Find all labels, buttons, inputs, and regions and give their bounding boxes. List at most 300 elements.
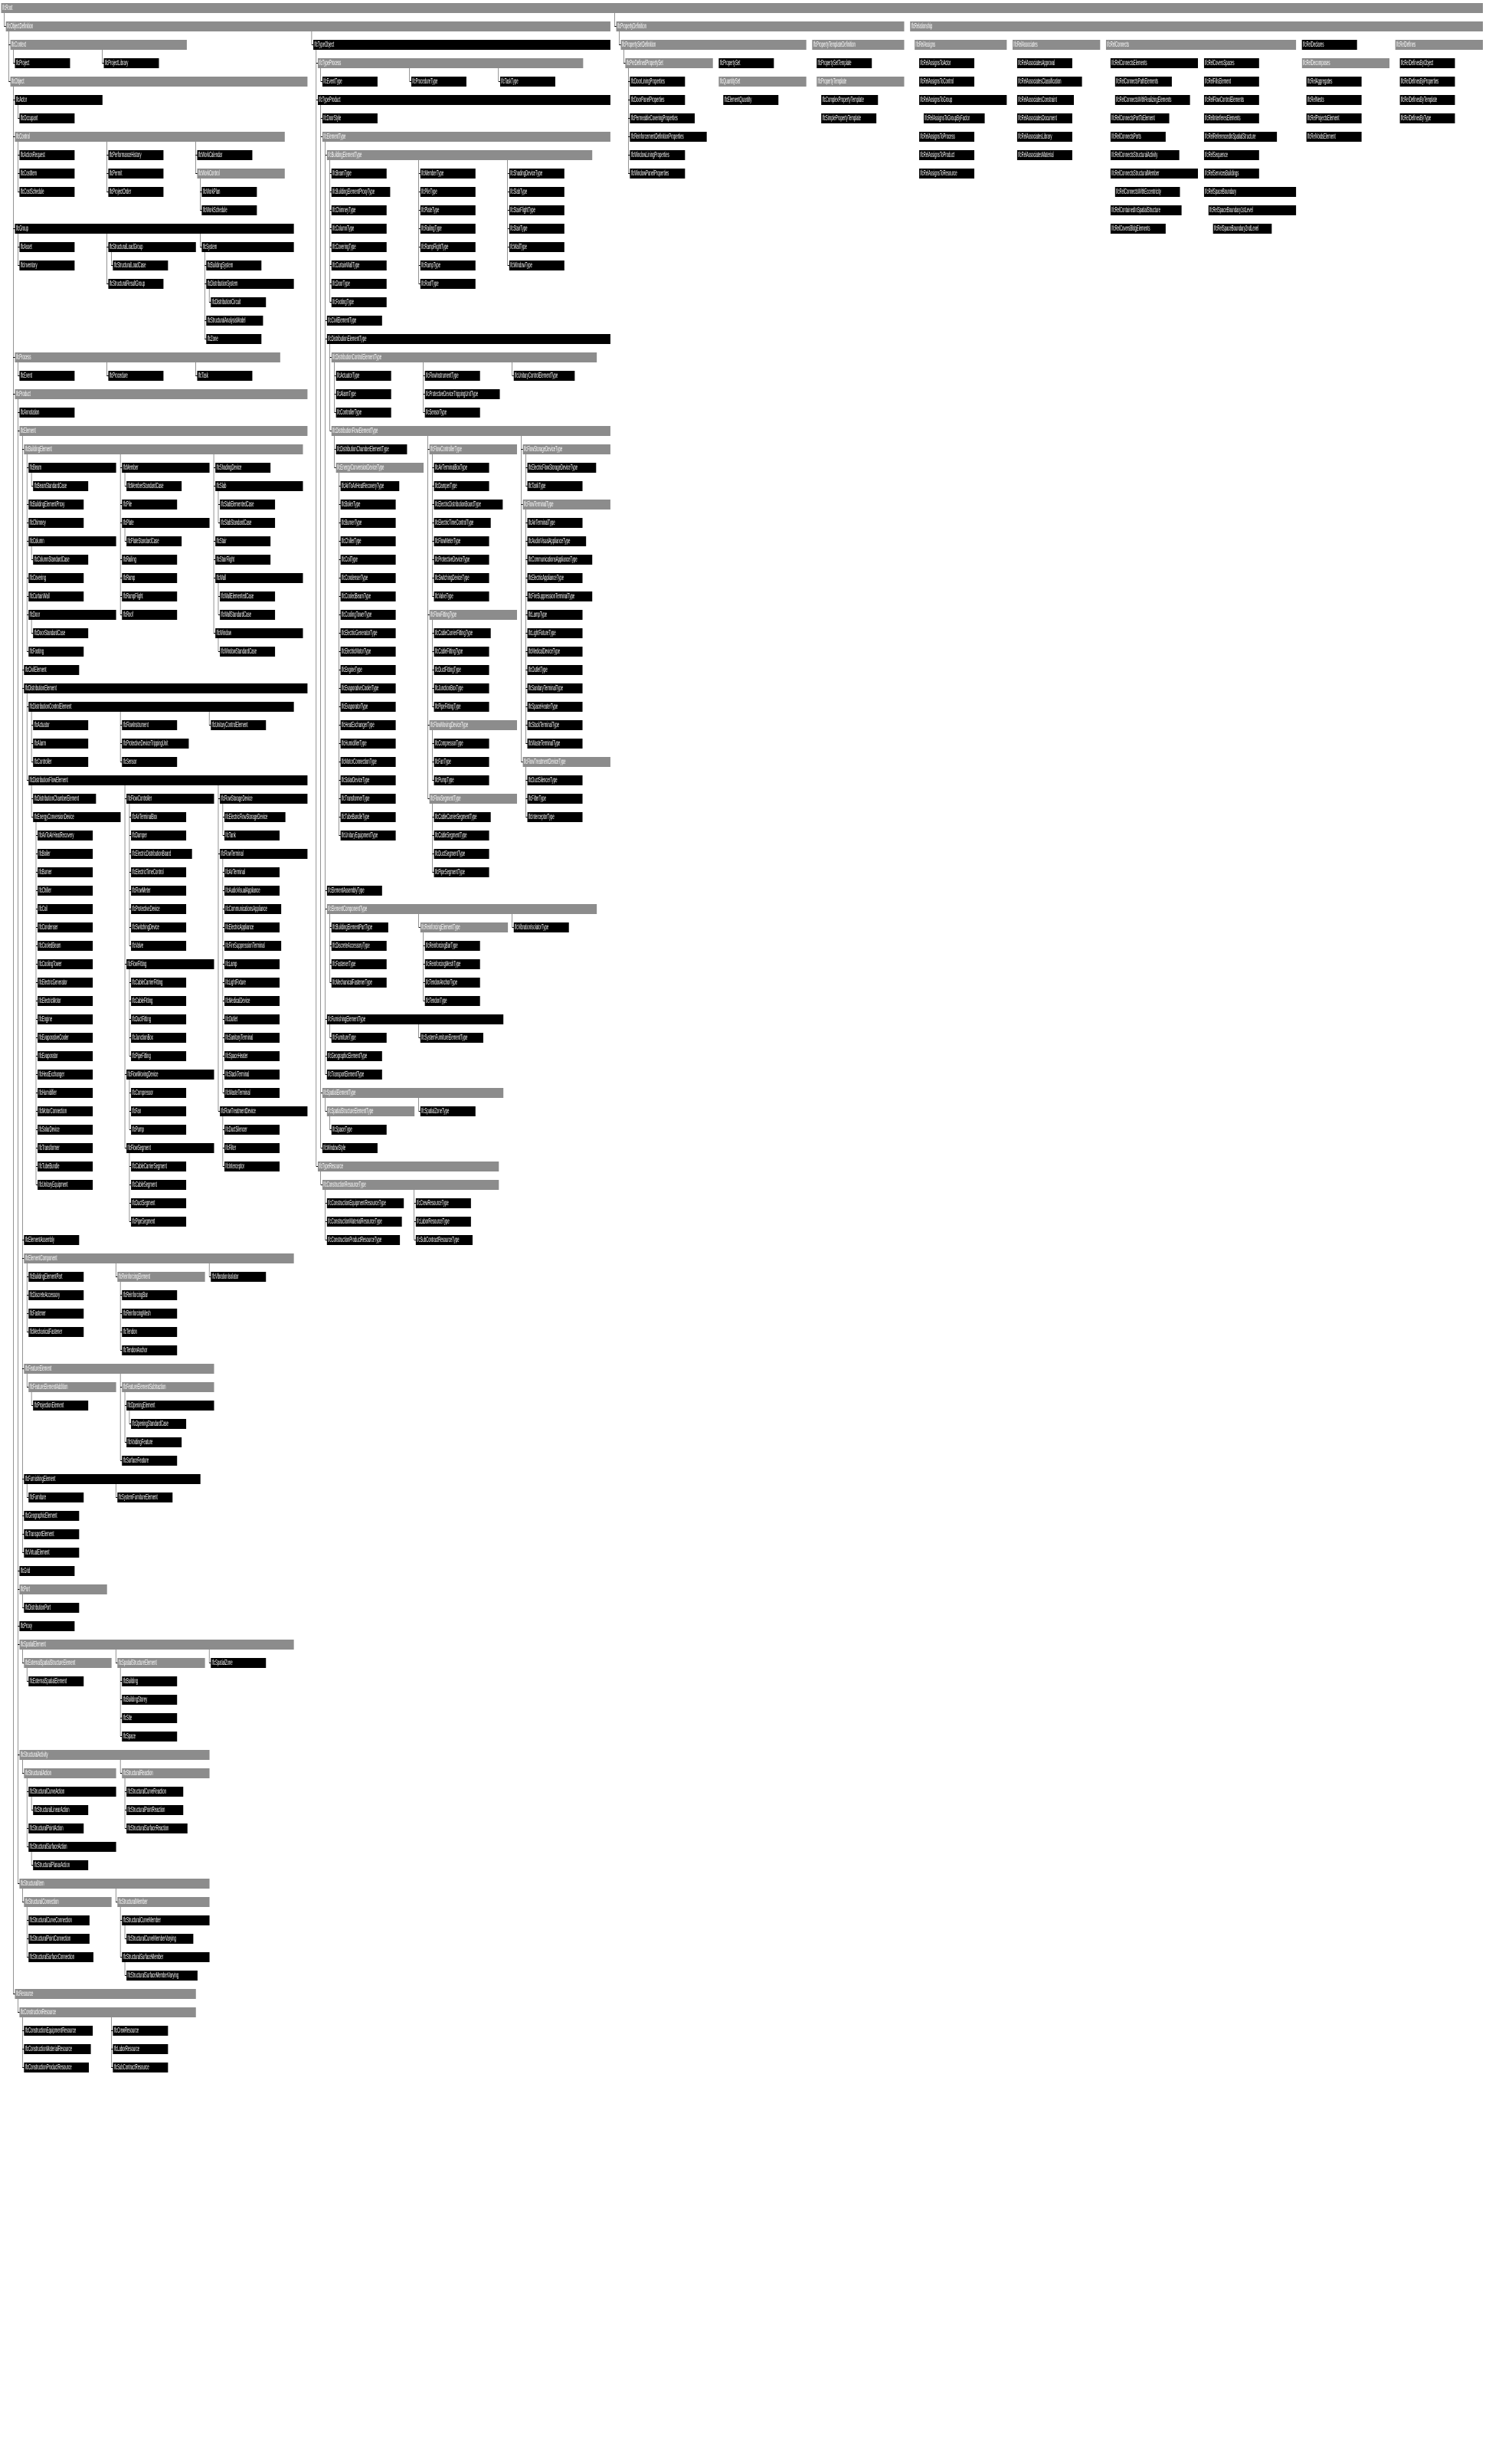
entity-rel-connects-structural-member: IfcRelConnectsStructuralMember [1111, 169, 1198, 179]
entity-junction-box: IfcJunctionBox [131, 1033, 186, 1043]
entity-roof-type: IfcRoofType [421, 279, 476, 289]
entity-tendon-anchor: IfcTendonAnchor [122, 1345, 177, 1355]
entity-structural-load-case: IfcStructuralLoadCase [113, 260, 168, 270]
entity-rel-projects-element: IfcRelProjectsElement [1307, 113, 1362, 123]
entity-pre-defined-property-set: IfcPreDefinedPropertySet [625, 58, 712, 68]
entity-boiler: IfcBoiler [38, 849, 93, 859]
entity-context: IfcContext [11, 40, 187, 50]
entity-flow-segment: IfcFlowSegment [126, 1143, 214, 1153]
entity-covering: IfcCovering [28, 573, 83, 583]
entity-member-standard-case: IfcMemberStandardCase [126, 481, 182, 491]
entity-project-order: IfcProjectOrder [108, 187, 163, 197]
entity-property-set-template: IfcPropertySetTemplate [816, 58, 872, 68]
entity-window-lining-properties: IfcWindowLiningProperties [630, 150, 685, 160]
entity-sub-contract-resource: IfcSubContractResource [113, 2063, 168, 2072]
entity-sub-contract-resource-type: IfcSubContractResourceType [416, 1235, 473, 1245]
entity-sensor: IfcSensor [122, 757, 177, 767]
entity-reinforcing-mesh: IfcReinforcingMesh [122, 1309, 177, 1319]
entity-rel-fills-element: IfcRelFillsElement [1204, 77, 1259, 87]
entity-flow-moving-device-type: IfcFlowMovingDeviceType [430, 720, 517, 730]
entity-rel-assigns-to-resource: IfcRelAssignsToResource [919, 169, 974, 179]
entity-protective-device-type: IfcProtectiveDeviceType [434, 555, 489, 565]
entity-window-panel-properties: IfcWindowPanelProperties [630, 169, 685, 179]
entity-roof: IfcRoof [122, 610, 177, 620]
entity-project-library: IfcProjectLibrary [104, 58, 159, 68]
entity-heat-exchanger: IfcHeatExchanger [38, 1070, 93, 1080]
entity-column: IfcColumn [28, 536, 116, 546]
entity-wall: IfcWall [215, 573, 303, 583]
entity-structural-member: IfcStructuralMember [117, 1897, 209, 1907]
entity-rel-defines-by-properties: IfcRelDefinesByProperties [1400, 77, 1455, 87]
entity-rel-space-boundary: IfcRelSpaceBoundary [1204, 187, 1296, 197]
entity-beam-standard-case: IfcBeamStandardCase [33, 481, 88, 491]
entity-stack-terminal: IfcStackTerminal [224, 1070, 280, 1080]
entity-electric-appliance-type: IfcElectricApplianceType [528, 573, 583, 583]
entity-stack-terminal-type: IfcStackTerminalType [528, 720, 583, 730]
entity-evaporator: IfcEvaporator [38, 1051, 93, 1061]
entity-control: IfcControl [15, 132, 284, 142]
entity-product: IfcProduct [15, 389, 307, 399]
entity-communications-appliance: IfcCommunicationsAppliance [224, 904, 281, 914]
entity-electric-flow-storage-device-type: IfcElectricFlowStorageDeviceType [528, 463, 597, 473]
entity-rel-connects-ports: IfcRelConnectsPorts [1111, 132, 1166, 142]
entity-performance-history: IfcPerformanceHistory [108, 150, 163, 160]
entity-humidifier-type: IfcHumidifierType [341, 739, 396, 749]
entity-unitary-equipment-type: IfcUnitaryEquipmentType [341, 831, 396, 840]
entity-shading-device-type: IfcShadingDeviceType [509, 169, 565, 179]
entity-stair-flight: IfcStairFlight [215, 555, 270, 565]
entity-flow-fitting-type: IfcFlowFittingType [430, 610, 517, 620]
entity-relationship: IfcRelationship [910, 21, 1483, 31]
entity-stair: IfcStair [215, 536, 270, 546]
entity-transformer: IfcTransformer [38, 1143, 93, 1153]
entity-site: IfcSite [122, 1713, 177, 1723]
entity-construction-material-resource: IfcConstructionMaterialResource [24, 2044, 90, 2054]
entity-furniture-type: IfcFurnitureType [332, 1033, 387, 1043]
entity-property-set: IfcPropertySet [718, 58, 774, 68]
entity-rel-assigns-to-product: IfcRelAssignsToProduct [919, 150, 974, 160]
entity-reinforcing-bar: IfcReinforcingBar [122, 1290, 177, 1300]
entity-electric-distribution-board-type: IfcElectricDistributionBoardType [434, 500, 503, 510]
entity-curtain-wall: IfcCurtainWall [28, 591, 83, 601]
entity-electric-motor-type: IfcElectricMotorType [341, 647, 396, 657]
entity-motor-connection: IfcMotorConnection [38, 1106, 93, 1116]
entity-object-definition: IfcObjectDefinition [6, 21, 610, 31]
entity-light-fixture: IfcLightFixture [224, 978, 280, 988]
entity-plate-standard-case: IfcPlateStandardCase [126, 536, 182, 546]
entity-transformer-type: IfcTransformerType [341, 794, 396, 804]
entity-pile-type: IfcPileType [421, 187, 476, 197]
entity-occupant: IfcOccupant [19, 113, 74, 123]
entity-evaporative-cooler: IfcEvaporativeCooler [38, 1033, 93, 1043]
entity-pipe-segment: IfcPipeSegment [131, 1217, 186, 1227]
entity-civil-element: IfcCivilElement [24, 665, 79, 675]
entity-type-process: IfcTypeProcess [318, 58, 583, 68]
entity-heat-exchanger-type: IfcHeatExchangerType [341, 720, 396, 730]
entity-duct-silencer: IfcDuctSilencer [224, 1125, 280, 1135]
entity-feature-element-addition: IfcFeatureElementAddition [28, 1382, 116, 1392]
entity-feature-element-subtraction: IfcFeatureElementSubtraction [122, 1382, 214, 1392]
entity-structural-surface-member: IfcStructuralSurfaceMember [122, 1952, 209, 1962]
entity-opening-element: IfcOpeningElement [126, 1401, 214, 1411]
entity-construction-resource-type: IfcConstructionResourceType [322, 1180, 499, 1190]
entity-air-to-air-heat-recovery: IfcAirToAirHeatRecovery [38, 831, 93, 840]
entity-structural-activity: IfcStructuralActivity [19, 1750, 209, 1760]
entity-building-element-proxy: IfcBuildingElementProxy [28, 500, 83, 510]
entity-boiler-type: IfcBoilerType [341, 500, 396, 510]
entity-air-terminal: IfcAirTerminal [224, 867, 280, 877]
entity-unitary-equipment: IfcUnitaryEquipment [38, 1180, 93, 1190]
entity-reinforcing-mesh-type: IfcReinforcingMeshType [425, 959, 480, 969]
entity-rel-associates-document: IfcRelAssociatesDocument [1017, 113, 1072, 123]
entity-element-assembly: IfcElementAssembly [24, 1235, 79, 1245]
entity-engine-type: IfcEngineType [341, 665, 396, 675]
entity-chimney-type: IfcChimneyType [332, 205, 387, 215]
entity-construction-material-resource-type: IfcConstructionMaterialResourceType [327, 1217, 402, 1227]
entity-wall-type: IfcWallType [509, 242, 565, 252]
entity-burner-type: IfcBurnerType [341, 518, 396, 528]
entity-construction-equipment-resource-type: IfcConstructionEquipmentResourceType [327, 1198, 404, 1208]
entity-rel-assigns-to-group-by-factor: IfcRelAssignsToGroupByFactor [924, 113, 984, 123]
entity-unitary-control-element-type: IfcUnitaryControlElementType [514, 371, 574, 381]
entity-pipe-fitting: IfcPipeFitting [131, 1051, 186, 1061]
entity-quantity-set: IfcQuantitySet [718, 77, 806, 87]
entity-rel-covers-spaces: IfcRelCoversSpaces [1204, 58, 1259, 68]
entity-structural-action: IfcStructuralAction [24, 1768, 116, 1778]
entity-rel-space-boundary2nd-level: IfcRelSpaceBoundary2ndLevel [1213, 224, 1272, 234]
entity-distribution-system: IfcDistributionSystem [206, 279, 293, 289]
entity-tendon-type: IfcTendonType [425, 996, 480, 1006]
entity-cable-carrier-fitting-type: IfcCableCarrierFittingType [434, 628, 491, 638]
entity-external-spatial-element: IfcExternalSpatialElement [28, 1676, 83, 1686]
entity-window-type: IfcWindowType [509, 260, 565, 270]
entity-cost-schedule: IfcCostSchedule [19, 187, 74, 197]
entity-tendon-anchor-type: IfcTendonAnchorType [425, 978, 480, 988]
entity-rel-flow-control-elements: IfcRelFlowControlElements [1204, 95, 1259, 105]
entity-construction-product-resource-type: IfcConstructionProductResourceType [327, 1235, 400, 1245]
entity-curtain-wall-type: IfcCurtainWallType [332, 260, 387, 270]
entity-tank-type: IfcTankType [528, 481, 583, 491]
entity-property-set-definition: IfcPropertySetDefinition [620, 40, 806, 50]
entity-protective-device: IfcProtectiveDevice [131, 904, 186, 914]
entity-fastener: IfcFastener [28, 1309, 83, 1319]
entity-vibration-isolator-type: IfcVibrationIsolatorType [514, 922, 569, 932]
entity-interceptor-type: IfcInterceptorType [528, 812, 583, 822]
entity-sanitary-terminal-type: IfcSanitaryTerminalType [528, 683, 583, 693]
entity-rel-connects-path-elements: IfcRelConnectsPathElements [1115, 77, 1172, 87]
entity-annotation: IfcAnnotation [19, 408, 74, 418]
entity-property-definition: IfcPropertyDefinition [617, 21, 905, 31]
hierarchy-connectors [0, 0, 630, 2464]
entity-waste-terminal: IfcWasteTerminal [224, 1088, 280, 1098]
entity-pipe-fitting-type: IfcPipeFittingType [434, 702, 489, 712]
entity-rel-associates-classification: IfcRelAssociatesClassification [1017, 77, 1082, 87]
entity-zone: IfcZone [206, 334, 261, 344]
entity-rel-connects-with-realizing-elements: IfcRelConnectsWithRealizingElements [1115, 95, 1190, 105]
entity-building-element-part: IfcBuildingElementPart [28, 1272, 83, 1282]
entity-valve-type: IfcValveType [434, 591, 489, 601]
entity-rel-nests: IfcRelNests [1307, 95, 1362, 105]
entity-covering-type: IfcCoveringType [332, 242, 387, 252]
entity-labor-resource-type: IfcLaborResourceType [416, 1217, 471, 1227]
entity-valve: IfcValve [131, 941, 186, 951]
entity-coil-type: IfcCoilType [341, 555, 396, 565]
entity-type-product: IfcTypeProduct [318, 95, 610, 105]
entity-rel-decomposes: IfcRelDecomposes [1302, 58, 1389, 68]
entity-condenser-type: IfcCondenserType [341, 573, 396, 583]
entity-rel-associates-approval: IfcRelAssociatesApproval [1017, 58, 1072, 68]
entity-rel-defines-by-template: IfcRelDefinesByTemplate [1400, 95, 1455, 105]
entity-rel-assigns-to-actor: IfcRelAssignsToActor [919, 58, 974, 68]
entity-space-heater-type: IfcSpaceHeaterType [528, 702, 583, 712]
entity-structural-point-connection: IfcStructuralPointConnection [28, 1934, 89, 1944]
entity-mechanical-fastener-type: IfcMechanicalFastenerType [332, 978, 387, 988]
entity-building-element-type: IfcBuildingElementType [327, 150, 592, 160]
entity-port: IfcPort [19, 1584, 106, 1594]
entity-building-system: IfcBuildingSystem [206, 260, 261, 270]
entity-surface-feature: IfcSurfaceFeature [122, 1456, 177, 1466]
entity-electric-flow-storage-device: IfcElectricFlowStorageDevice [224, 812, 285, 822]
entity-cable-carrier-fitting: IfcCableCarrierFitting [131, 978, 186, 988]
entity-cable-carrier-segment: IfcCableCarrierSegment [131, 1162, 186, 1171]
entity-procedure-type: IfcProcedureType [411, 77, 466, 87]
entity-rel-interferes-elements: IfcRelInterferesElements [1204, 113, 1259, 123]
entity-door-type: IfcDoorType [332, 279, 387, 289]
entity-distribution-control-element: IfcDistributionControlElement [28, 702, 293, 712]
entity-rel-voids-element: IfcRelVoidsElement [1307, 132, 1362, 142]
entity-space-type: IfcSpaceType [332, 1125, 387, 1135]
entity-rel-assigns: IfcRelAssigns [915, 40, 1006, 50]
entity-rel-covers-bldg-elements: IfcRelCoversBldgElements [1111, 224, 1166, 234]
entity-element-component-type: IfcElementComponentType [327, 904, 597, 914]
entity-mechanical-fastener: IfcMechanicalFastener [28, 1327, 83, 1337]
entity-controller: IfcController [33, 757, 88, 767]
entity-distribution-element-type: IfcDistributionElementType [327, 334, 610, 344]
entity-energy-conversion-device: IfcEnergyConversionDevice [33, 812, 120, 822]
entity-element-assembly-type: IfcElementAssemblyType [327, 886, 382, 896]
entity-feature-element: IfcFeatureElement [24, 1364, 214, 1374]
entity-structural-curve-member: IfcStructuralCurveMember [122, 1915, 209, 1925]
entity-rel-associates-constraint: IfcRelAssociatesConstraint [1017, 95, 1074, 105]
entity-flow-storage-device-type: IfcFlowStorageDeviceType [523, 444, 610, 454]
entity-structural-planar-action: IfcStructuralPlanarAction [33, 1860, 88, 1870]
entity-pump: IfcPump [131, 1125, 186, 1135]
entity-structural-surface-reaction: IfcStructuralSurfaceReaction [126, 1823, 187, 1833]
entity-work-schedule: IfcWorkSchedule [201, 205, 257, 215]
entity-flow-treatment-device-type: IfcFlowTreatmentDeviceType [523, 757, 610, 767]
entity-furnishing-element-type: IfcFurnishingElementType [327, 1014, 503, 1024]
entity-rel-connects-with-eccentricity: IfcRelConnectsWithEccentricity [1115, 187, 1180, 197]
entity-structural-item: IfcStructuralItem [19, 1879, 209, 1889]
entity-property-template: IfcPropertyTemplate [816, 77, 904, 87]
entity-actor: IfcActor [15, 95, 102, 105]
entity-shading-device: IfcShadingDevice [215, 463, 270, 473]
entity-system-furniture-element: IfcSystemFurnitureElement [117, 1492, 172, 1502]
entity-damper: IfcDamper [131, 831, 186, 840]
entity-distribution-element: IfcDistributionElement [24, 683, 307, 693]
entity-structural-curve-connection: IfcStructuralCurveConnection [28, 1915, 89, 1925]
entity-crew-resource: IfcCrewResource [113, 2026, 168, 2036]
entity-air-to-air-heat-recovery-type: IfcAirToAirHeatRecoveryType [341, 481, 400, 491]
entity-rel-connects-structural-activity: IfcRelConnectsStructuralActivity [1111, 150, 1180, 160]
entity-lamp-type: IfcLampType [528, 610, 583, 620]
entity-member: IfcMember [122, 463, 209, 473]
entity-reinforcing-bar-type: IfcReinforcingBarType [425, 941, 480, 951]
entity-cable-fitting: IfcCableFitting [131, 996, 186, 1006]
entity-fire-suppression-terminal: IfcFireSuppressionTerminal [224, 941, 281, 951]
entity-voiding-feature: IfcVoidingFeature [126, 1437, 182, 1447]
entity-slab-type: IfcSlabType [509, 187, 565, 197]
entity-sanitary-terminal: IfcSanitaryTerminal [224, 1033, 280, 1043]
entity-flow-instrument: IfcFlowInstrument [122, 720, 177, 730]
entity-plate: IfcPlate [122, 518, 209, 528]
entity-root: IfcRoot [2, 3, 1483, 13]
entity-geographic-element-type: IfcGeographicElementType [327, 1051, 382, 1061]
entity-project: IfcProject [15, 58, 70, 68]
entity-member-type: IfcMemberType [421, 169, 476, 179]
entity-structural-reaction: IfcStructuralReaction [122, 1768, 209, 1778]
entity-building-storey: IfcBuildingStorey [122, 1695, 177, 1705]
entity-outlet-type: IfcOutletType [528, 665, 583, 675]
entity-unitary-control-element: IfcUnitaryControlElement [211, 720, 266, 730]
entity-structural-curve-action: IfcStructuralCurveAction [28, 1787, 116, 1797]
entity-evaporator-type: IfcEvaporatorType [341, 702, 396, 712]
entity-space: IfcSpace [122, 1732, 177, 1742]
entity-structural-linear-action: IfcStructuralLinearAction [33, 1805, 88, 1815]
entity-structural-surface-member-varying: IfcStructuralSurfaceMemberVarying [126, 1971, 198, 1981]
entity-motor-connection-type: IfcMotorConnectionType [341, 757, 396, 767]
entity-duct-silencer-type: IfcDuctSilencerType [528, 775, 583, 785]
entity-interceptor: IfcInterceptor [224, 1162, 280, 1171]
entity-ramp-type: IfcRampType [421, 260, 476, 270]
entity-stair-type: IfcStairType [509, 224, 565, 234]
entity-air-terminal-box-type: IfcAirTerminalBoxType [434, 463, 489, 473]
entity-distribution-circuit: IfcDistributionCircuit [211, 297, 266, 307]
entity-alarm: IfcAlarm [33, 739, 88, 749]
entity-event-type: IfcEventType [322, 77, 378, 87]
entity-work-control: IfcWorkControl [197, 169, 284, 179]
entity-object: IfcObject [11, 77, 308, 87]
entity-flow-fitting: IfcFlowFitting [126, 959, 214, 969]
entity-chiller-type: IfcChillerType [341, 536, 396, 546]
entity-work-calendar: IfcWorkCalendar [197, 150, 252, 160]
entity-light-fixture-type: IfcLightFixtureType [528, 628, 583, 638]
entity-rel-associates-library: IfcRelAssociatesLibrary [1017, 132, 1072, 142]
entity-construction-product-resource: IfcConstructionProductResource [24, 2063, 89, 2072]
entity-building: IfcBuilding [122, 1676, 177, 1686]
entity-column-type: IfcColumnType [332, 224, 387, 234]
entity-tube-bundle-type: IfcTubeBundleType [341, 812, 396, 822]
entity-group: IfcGroup [15, 224, 293, 234]
entity-tendon: IfcTendon [122, 1327, 177, 1337]
entity-alarm-type: IfcAlarmType [336, 389, 391, 399]
entity-structural-curve-reaction: IfcStructuralCurveReaction [126, 1787, 183, 1797]
entity-permeable-covering-properties: IfcPermeableCoveringProperties [630, 113, 695, 123]
entity-furnishing-element: IfcFurnishingElement [24, 1474, 200, 1484]
entity-energy-conversion-device-type: IfcEnergyConversionDeviceType [336, 463, 424, 473]
entity-slab: IfcSlab [215, 481, 303, 491]
entity-flow-meter: IfcFlowMeter [131, 886, 186, 896]
entity-electric-time-control-type: IfcElectricTimeControlType [434, 518, 491, 528]
entity-distribution-chamber-element: IfcDistributionChamberElement [33, 794, 96, 804]
entity-fan: IfcFan [131, 1106, 186, 1116]
entity-filter: IfcFilter [224, 1143, 280, 1153]
entity-solar-device: IfcSolarDevice [38, 1125, 93, 1135]
entity-rel-assigns-to-control: IfcRelAssignsToControl [919, 77, 974, 87]
entity-property-template-definition: IfcPropertyTemplateDefinition [812, 40, 904, 50]
entity-rel-space-boundary1st-level: IfcRelSpaceBoundary1stLevel [1209, 205, 1296, 215]
entity-outlet: IfcOutlet [224, 1014, 280, 1024]
entity-switching-device-type: IfcSwitchingDeviceType [434, 573, 489, 583]
entity-spatial-element-type: IfcSpatialElementType [322, 1088, 503, 1098]
entity-cooled-beam-type: IfcCooledBeamType [341, 591, 396, 601]
entity-system: IfcSystem [201, 242, 293, 252]
entity-external-spatial-structure-element: IfcExternalSpatialStructureElement [24, 1658, 111, 1668]
entity-flow-meter-type: IfcFlowMeterType [434, 536, 489, 546]
entity-stair-flight-type: IfcStairFlightType [509, 205, 565, 215]
entity-column-standard-case: IfcColumnStandardCase [33, 555, 88, 565]
entity-rel-assigns-to-process: IfcRelAssignsToProcess [919, 132, 974, 142]
entity-beam-type: IfcBeamType [332, 169, 387, 179]
entity-flow-terminal-type: IfcFlowTerminalType [523, 500, 610, 510]
entity-electric-generator: IfcElectricGenerator [38, 978, 93, 988]
entity-medical-device: IfcMedicalDevice [224, 996, 280, 1006]
entity-pile: IfcPile [122, 500, 177, 510]
entity-rel-connects-port-to-element: IfcRelConnectsPortToElement [1111, 113, 1170, 123]
entity-distribution-flow-element: IfcDistributionFlowElement [28, 775, 307, 785]
entity-coil: IfcCoil [38, 904, 93, 914]
entity-duct-segment-type: IfcDuctSegmentType [434, 849, 489, 859]
entity-duct-fitting-type: IfcDuctFittingType [434, 665, 489, 675]
entity-filter-type: IfcFilterType [528, 794, 583, 804]
entity-protective-device-tripping-unit-type: IfcProtectiveDeviceTrippingUnitType [425, 389, 500, 399]
entity-reinforcing-element: IfcReinforcingElement [117, 1272, 205, 1282]
entity-waste-terminal-type: IfcWasteTerminalType [528, 739, 583, 749]
entity-construction-equipment-resource: IfcConstructionEquipmentResource [24, 2026, 93, 2036]
entity-opening-standard-case: IfcOpeningStandardCase [131, 1419, 186, 1429]
entity-rel-referenced-in-spatial-structure: IfcRelReferencedInSpatialStructure [1204, 132, 1277, 142]
entity-structural-point-action: IfcStructuralPointAction [28, 1823, 83, 1833]
entity-grid: IfcGrid [19, 1566, 74, 1576]
entity-engine: IfcEngine [38, 1014, 93, 1024]
entity-condenser: IfcCondenser [38, 922, 93, 932]
entity-fire-suppression-terminal-type: IfcFireSuppressionTerminalType [528, 591, 593, 601]
entity-distribution-flow-element-type: IfcDistributionFlowElementType [332, 426, 610, 436]
entity-inventory: IfcInventory [19, 260, 74, 270]
entity-element-component: IfcElementComponent [24, 1253, 293, 1263]
entity-distribution-control-element-type: IfcDistributionControlElementType [332, 352, 597, 362]
entity-door: IfcDoor [28, 610, 116, 620]
entity-ramp-flight-type: IfcRampFlightType [421, 242, 476, 252]
entity-pump-type: IfcPumpType [434, 775, 489, 785]
entity-distribution-chamber-element-type: IfcDistributionChamberElementType [336, 444, 407, 454]
entity-tube-bundle: IfcTubeBundle [38, 1162, 93, 1171]
entity-door-standard-case: IfcDoorStandardCase [33, 628, 88, 638]
entity-spatial-zone: IfcSpatialZone [211, 1658, 266, 1668]
entity-cooling-tower-type: IfcCoolingTowerType [341, 610, 396, 620]
entity-window: IfcWindow [215, 628, 303, 638]
entity-chiller: IfcChiller [38, 886, 93, 896]
entity-building-element-proxy-type: IfcBuildingElementProxyType [332, 187, 391, 197]
entity-work-plan: IfcWorkPlan [201, 187, 257, 197]
entity-projection-element: IfcProjectionElement [33, 1401, 88, 1411]
entity-flow-moving-device: IfcFlowMovingDevice [126, 1070, 214, 1080]
entity-cable-segment: IfcCableSegment [131, 1180, 186, 1190]
entity-junction-box-type: IfcJunctionBoxType [434, 683, 489, 693]
entity-asset: IfcAsset [19, 242, 74, 252]
entity-system-furniture-element-type: IfcSystemFurnitureElementType [421, 1033, 483, 1043]
entity-slab-standard-case: IfcSlabStandardCase [220, 518, 275, 528]
